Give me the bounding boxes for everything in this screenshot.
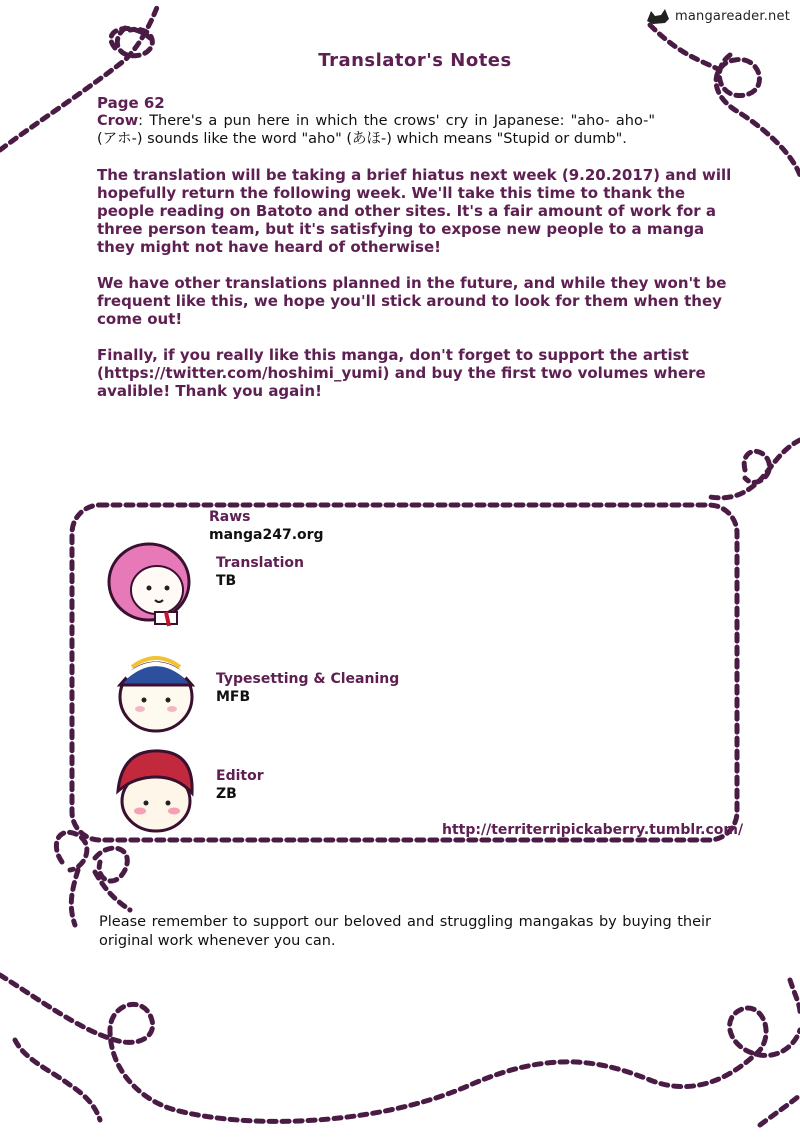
translator-avatar	[105, 538, 193, 630]
credit-role: Raws	[209, 509, 251, 525]
page-title: Translator's Notes	[318, 50, 512, 71]
credit-name: ZB	[216, 786, 237, 802]
credit-role: Translation	[216, 555, 304, 571]
credit-translation	[216, 554, 304, 590]
credit-name: TB	[216, 573, 237, 589]
support-artist-paragraph: Finally, if you really like this manga, don't forget to support the artist (https://twitter.com/hoshimi_yumi) and buy the first two volumes where avalible! Thank you again!	[97, 346, 706, 400]
translator-notes	[97, 94, 737, 400]
crow-explanation: : There's a pun here in which the crows' cry in Japanese: "aho- aho-" (アホ-) sounds like the word "aho" (あほ-) which means "Stupid or dumb".	[97, 113, 655, 147]
watermark-text: mangareader.net	[675, 8, 790, 24]
crow-note	[97, 112, 655, 148]
credit-typesetting	[216, 670, 399, 706]
page-reference: Page 62	[97, 94, 165, 112]
credit-role: Typesetting & Cleaning	[216, 671, 400, 687]
credit-raws	[209, 508, 324, 544]
support-mangakas-note: Please remember to support our beloved and struggling mangakas by buying their original work whenever you can.	[99, 914, 711, 949]
credit-name: MFB	[216, 689, 251, 705]
credit-role: Editor	[216, 768, 264, 784]
hiatus-paragraph: The translation will be taking a brief hiatus next week (9.20.2017) and will hopefully return the following week. We'll take this time to thank the people reading on Batoto and other sites. It's a fair amount of work for a three person team, but it's satisfying to expose new people to a manga they might not have heard of otherwise!	[97, 166, 732, 256]
cat-logo-icon	[645, 7, 671, 25]
editor-avatar	[112, 743, 200, 835]
credit-editor	[216, 767, 264, 803]
typesetter-avatar	[112, 645, 200, 737]
watermark	[645, 7, 790, 25]
group-url-link[interactable]: http://territerripickaberry.tumblr.com/	[442, 822, 744, 838]
credit-name: manga247.org	[209, 527, 324, 543]
crow-term: Crow	[97, 113, 139, 129]
future-translations-paragraph: We have other translations planned in the future, and while they won't be frequent like this, we hope you'll stick around to look for them when they come out!	[97, 274, 727, 328]
